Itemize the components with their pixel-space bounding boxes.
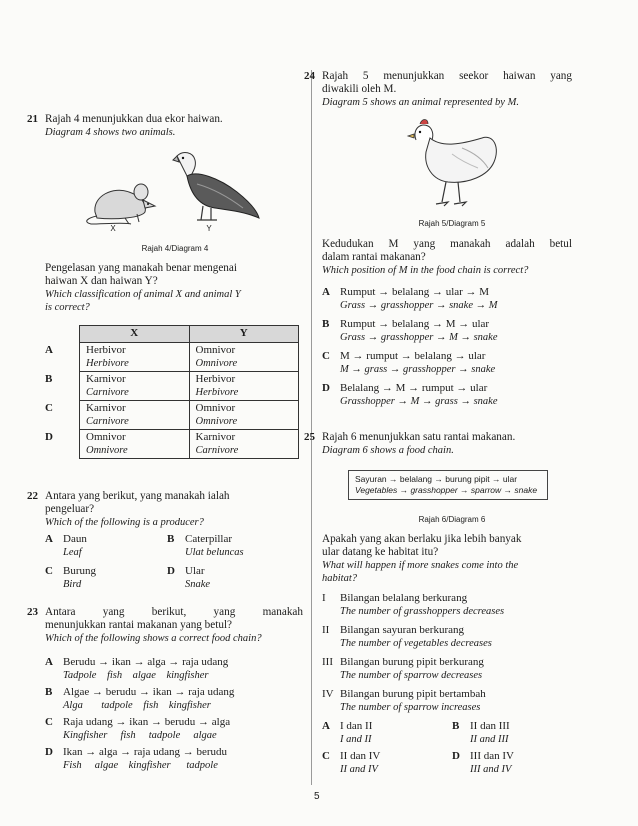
cell-en: Carnivore <box>86 387 129 398</box>
cell-en: Herbivore <box>195 387 239 398</box>
cell-en: Omnivore <box>195 358 238 369</box>
q22-stem-en: Which of the following is a producer? <box>45 517 204 528</box>
option-ms: I dan II <box>340 720 373 732</box>
statement-numeral: II <box>322 624 330 636</box>
food-chain-box <box>348 470 548 500</box>
question-number: 23 <box>27 606 38 618</box>
option-letter: C <box>45 401 53 414</box>
cell-ms: Karnivor <box>86 402 126 414</box>
option-letter: A <box>45 656 53 668</box>
question-23 <box>27 606 303 645</box>
table-cell <box>189 343 299 372</box>
option-letter: B <box>322 318 330 330</box>
option-en: II and III <box>470 734 509 745</box>
table-cell <box>80 430 190 459</box>
q23-stem-en: Which of the following shows a correct food chain? <box>45 633 262 644</box>
label-x: X <box>110 224 116 233</box>
option-ms: M → rumput → belalang → ular <box>340 350 486 362</box>
diagram-6-caption: Rajah 6/Diagram 6 <box>418 515 486 524</box>
option-en: I and II <box>340 734 372 745</box>
option-letter: D <box>452 750 460 762</box>
option-letter: C <box>322 350 330 362</box>
option-ms: Rumput → belalang → ular → M <box>340 286 490 298</box>
diagram-5-caption: Rajah 5/Diagram 5 <box>418 219 486 228</box>
table-corner <box>45 326 80 343</box>
q23-stem-ms-1: Antara yang berikut, yang manakah <box>45 606 303 618</box>
option-ms: Rumput → belalang → M → ular <box>340 318 490 330</box>
option-en: Bird <box>63 579 82 590</box>
q24-question-ms-2: dalam rantai makanan? <box>322 251 426 263</box>
question-number: 24 <box>304 70 315 82</box>
question-21 <box>27 113 303 139</box>
option-letter: D <box>167 565 175 577</box>
option-letter: B <box>452 720 460 732</box>
cell-en: Herbivore <box>86 358 129 369</box>
cell-ms: Herbivor <box>86 344 126 356</box>
option-en: Snake <box>185 579 211 590</box>
option-ms: II dan IV <box>340 750 381 762</box>
statement-en: The number of sparrow decreases <box>340 670 483 681</box>
q25-question-ms-1: Apakah yang akan berlaku jika lebih banyak <box>322 533 522 545</box>
option-ms: Caterpillar <box>185 533 233 545</box>
hen-illustration <box>402 118 502 213</box>
option-letter: A <box>322 720 330 732</box>
option-en: Kingfisher fish tadpole algae <box>63 730 217 741</box>
question-25 <box>304 431 572 457</box>
question-number: 21 <box>27 113 38 125</box>
q21-question-en-1: Which classification of animal X and animal Y <box>45 289 241 300</box>
option-ms: III dan IV <box>470 750 514 762</box>
mouse-illustration <box>85 178 160 226</box>
statement-ms: Bilangan sayuran berkurang <box>340 624 465 636</box>
option-en: M → grass → grasshopper → snake <box>340 364 496 375</box>
option-letter: A <box>45 533 53 545</box>
classification-table <box>45 325 299 459</box>
table-cell <box>80 343 190 372</box>
statement-numeral: III <box>322 656 333 668</box>
q21-question <box>45 262 303 314</box>
table-cell <box>189 372 299 401</box>
cell-ms: Karnivor <box>195 431 236 443</box>
q23-stem-ms-2: menunjukkan rantai makanan yang betul? <box>45 619 233 631</box>
statement-en: The number of sparrow increases <box>340 702 481 713</box>
question-24 <box>304 70 572 109</box>
option-ms: Ikan → alga → raja udang → berudu <box>63 746 228 758</box>
q24-stem-ms-1: Rajah 5 menunjukkan seekor haiwan yang <box>322 70 572 82</box>
option-letter: C <box>322 750 330 762</box>
q25-question-ms-2: ular datang ke habitat itu? <box>322 546 439 558</box>
col-header-x: X <box>80 326 190 343</box>
statement-en: The number of vegetables decreases <box>340 638 492 649</box>
q22-stem-ms-2: pengeluar? <box>45 503 95 515</box>
question-22 <box>27 490 303 529</box>
option-en: Tadpole fish algae kingfisher <box>63 670 209 681</box>
q25-stem-ms: Rajah 6 menunjukkan satu rantai makanan. <box>322 431 516 443</box>
col-header-y: Y <box>189 326 299 343</box>
page-number: 5 <box>314 791 320 802</box>
statement-ms: Bilangan belalang berkurang <box>340 592 468 604</box>
option-letter: B <box>45 686 53 698</box>
cell-ms: Karnivor <box>86 373 126 385</box>
q25-question-en-2: habitat? <box>322 573 358 584</box>
cell-ms: Herbivor <box>195 373 236 385</box>
table-cell <box>189 401 299 430</box>
q21-stem-ms: Rajah 4 menunjukkan dua ekor haiwan. <box>45 113 223 125</box>
option-en: III and IV <box>470 764 512 775</box>
cell-en: Carnivore <box>86 416 129 427</box>
cell-en: Carnivore <box>195 445 239 456</box>
q25-question-en-1: What will happen if more snakes come into the <box>322 560 519 571</box>
option-ms: Daun <box>63 533 87 545</box>
option-letter: C <box>45 565 53 577</box>
cell-en: Omnivore <box>86 445 128 456</box>
option-ms: II dan III <box>470 720 510 732</box>
option-letter: B <box>45 372 53 385</box>
food-chain-ms: Sayuran → belalang → burung pipit → ular <box>355 474 518 484</box>
table-cell <box>80 401 190 430</box>
q24-stem-en: Diagram 5 shows an animal represented by M. <box>322 97 519 108</box>
option-letter: D <box>322 382 330 394</box>
statement-numeral: IV <box>322 688 334 700</box>
statement-ms: Bilangan burung pipit bertambah <box>340 688 486 700</box>
q24-question <box>322 238 572 277</box>
option-en: Grass → grasshopper → snake → M <box>340 300 498 311</box>
q21-stem-en: Diagram 4 shows two animals. <box>45 127 176 138</box>
q24-question-ms-1: Kedudukan M yang manakah adalah betul <box>322 238 572 250</box>
cell-en: Omnivore <box>195 416 238 427</box>
diagram-4-caption: Rajah 4/Diagram 4 <box>141 244 209 253</box>
food-chain-en: Vegetables → grasshopper → sparrow → snake <box>355 485 538 495</box>
option-ms: Raja udang → ikan → berudu → alga <box>63 716 231 728</box>
cell-ms: Omnivor <box>195 344 236 356</box>
option-letter: C <box>45 716 53 728</box>
option-en: II and IV <box>340 764 378 775</box>
q22-stem-ms-1: Antara yang berikut, yang manakah ialah <box>45 490 230 502</box>
option-en: Alga tadpole fish kingfisher <box>63 700 211 711</box>
q21-question-ms-2: haiwan X dan haiwan Y? <box>45 275 158 287</box>
option-en: Ulat beluncas <box>185 547 244 558</box>
table-row <box>45 430 299 459</box>
option-ms: Berudu → ikan → alga → raja udang <box>63 656 229 668</box>
table-cell <box>80 372 190 401</box>
option-letter: A <box>45 343 53 356</box>
eagle-illustration <box>167 148 262 228</box>
table-row <box>45 401 299 430</box>
table-row <box>45 372 299 401</box>
q21-question-ms-1: Pengelasan yang manakah benar mengenai <box>45 262 237 274</box>
option-en: Leaf <box>63 547 82 558</box>
cell-ms: Omnivor <box>86 431 126 443</box>
q24-question-en: Which position of M in the food chain is correct? <box>322 265 529 276</box>
q25-stem-en: Diagram 6 shows a food chain. <box>322 445 454 456</box>
question-number: 25 <box>304 431 315 443</box>
q24-stem-ms-2: diwakili oleh M. <box>322 83 397 95</box>
option-ms: Burung <box>63 565 96 577</box>
option-en: Grasshopper → M → grass → snake <box>340 396 498 407</box>
option-en: Grass → grasshopper → M → snake <box>340 332 498 343</box>
option-letter: A <box>322 286 330 298</box>
option-letter: B <box>167 533 175 545</box>
option-en: Fish algae kingfisher tadpole <box>63 760 218 771</box>
option-ms: Algae → berudu → ikan → raja udang <box>63 686 235 698</box>
option-letter: D <box>45 430 53 443</box>
option-ms: Belalang → M → rumput → ular <box>340 382 488 394</box>
table-row <box>45 343 299 372</box>
table-cell <box>189 430 299 459</box>
question-number: 22 <box>27 490 38 502</box>
statement-ms: Bilangan burung pipit berkurang <box>340 656 484 668</box>
cell-ms: Omnivor <box>195 402 236 414</box>
q21-question-en-2: is correct? <box>45 302 90 313</box>
statement-en: The number of grasshoppers decreases <box>340 606 505 617</box>
option-letter: D <box>45 746 53 758</box>
q25-question <box>322 533 572 585</box>
column-divider <box>311 70 312 785</box>
option-ms: Ular <box>185 565 205 577</box>
label-y: Y <box>206 224 212 233</box>
statement-numeral: I <box>322 592 326 604</box>
